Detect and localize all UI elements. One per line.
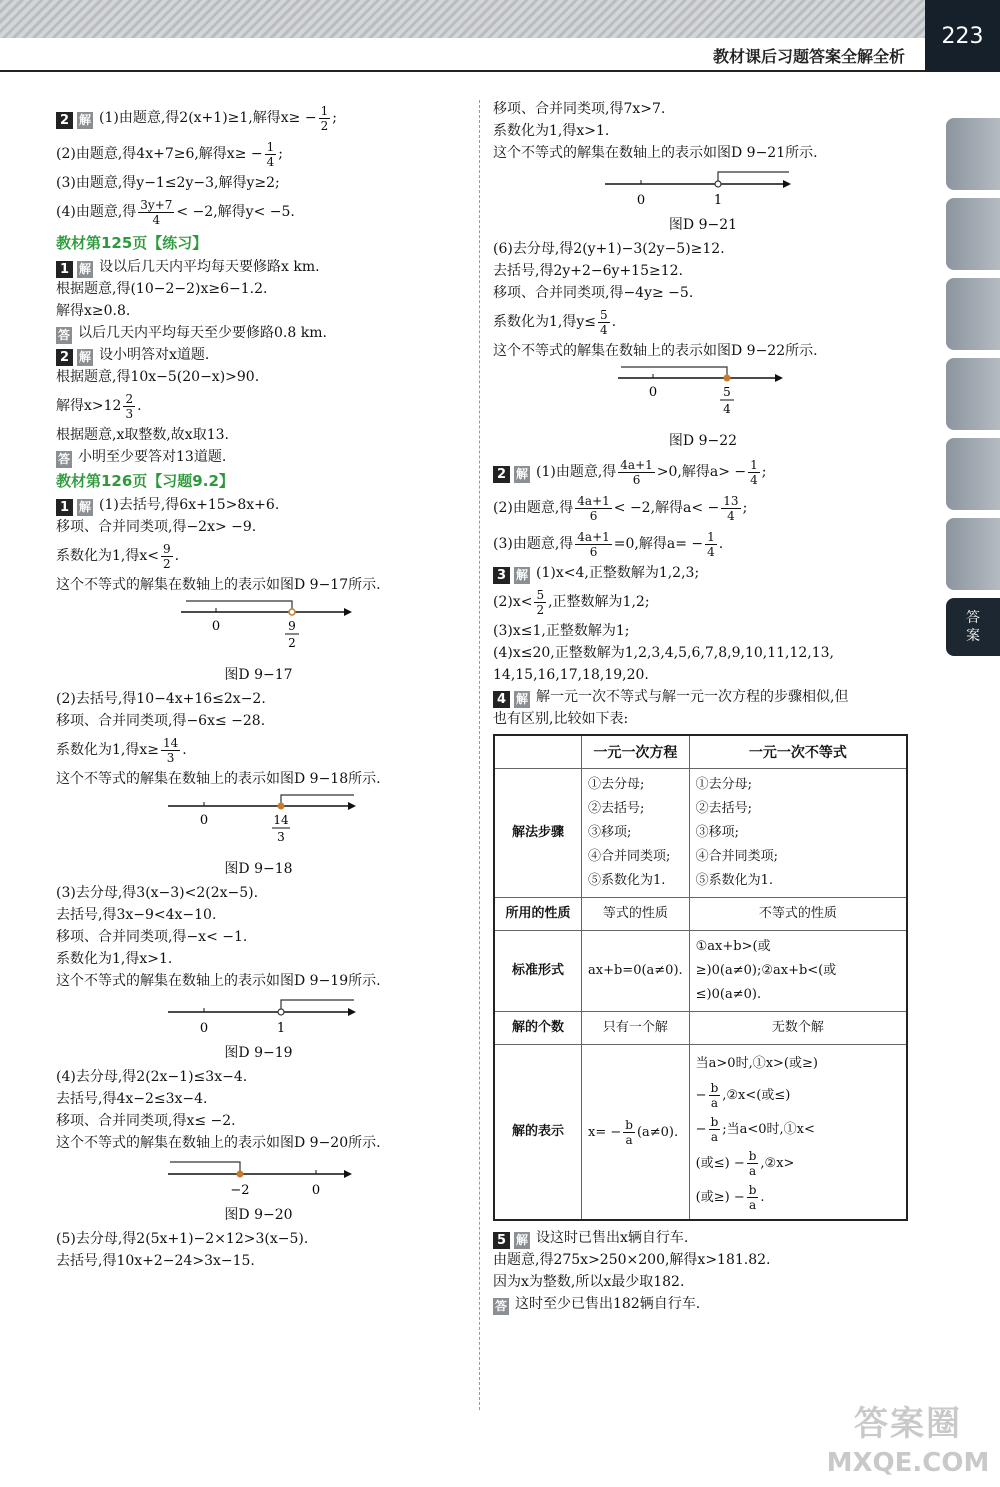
text: (1)x<4,正整数解为1,2,3; xyxy=(536,565,700,581)
ex2-part2 xyxy=(56,136,461,172)
side-tab-4[interactable] xyxy=(946,358,1000,430)
step: ③移项; xyxy=(588,825,632,840)
text: ; xyxy=(742,500,748,516)
exercise-number-badge: 1 xyxy=(56,261,73,278)
hw2-part2 xyxy=(493,490,913,526)
header-inequality: 一元一次不等式 xyxy=(689,735,907,769)
hw3-part4-cont: 14,15,16,17,18,19,20. xyxy=(493,667,649,683)
solution-tag: 解 xyxy=(79,262,92,276)
denominator: a xyxy=(748,1198,757,1212)
hw1-part2-line2: 移项、合并同类项,得−6x≤ −28. xyxy=(56,713,266,729)
table-row-property xyxy=(494,898,907,931)
hw1-part4-line2: 去括号,得4x−2≤3x−4. xyxy=(56,1091,208,1107)
text: . xyxy=(174,548,180,564)
text: 设以后几天内平均每天要修路x km. xyxy=(99,259,320,275)
text: < −2,解得y< −5. xyxy=(176,204,295,220)
table-row-form xyxy=(494,931,907,1012)
hw3-part1 xyxy=(493,562,913,584)
side-tab-answers-char-2: 案 xyxy=(966,628,980,644)
rep-line xyxy=(696,1147,900,1181)
label-minus-two: −2 xyxy=(230,1183,250,1198)
numerator: b xyxy=(748,1149,757,1163)
text: − xyxy=(695,1122,707,1137)
numerator: 9 xyxy=(162,541,171,556)
ex2-part3: (3)由题意,得y−1≤2y−3,解得y≥2; xyxy=(56,175,280,191)
hw1-part6: (6)去分母,得2(y+1)−3(2y−5)≥12. xyxy=(493,241,725,257)
step: ①去分母; xyxy=(695,777,753,792)
text: ; xyxy=(332,110,337,126)
hw1-part3-line4: 系数化为1,得x>1. xyxy=(56,951,173,967)
text: < −2,解得a< − xyxy=(613,500,720,516)
practice2-line3 xyxy=(56,388,461,424)
practice1-answer xyxy=(56,322,461,344)
section-heading-p126: 教材第126页【习题9.2】 xyxy=(56,472,234,490)
label-denominator: 2 xyxy=(288,636,296,650)
text: =0,解得a= − xyxy=(613,536,704,552)
denominator: a xyxy=(710,1096,718,1110)
denominator: 3 xyxy=(166,750,175,765)
hw4-intro xyxy=(493,686,913,708)
label-zero: 0 xyxy=(199,1021,209,1036)
page-number: 223 xyxy=(925,0,1000,72)
open-point xyxy=(289,609,295,615)
solution-ray xyxy=(281,795,354,806)
number-line-d9-22 xyxy=(493,362,913,430)
section-heading-p125: 教材第125页【练习】 xyxy=(56,234,208,252)
text: 系数化为1,得y≤ xyxy=(493,314,596,330)
page-header-title: 教材课后习题答案全解全析 xyxy=(712,47,905,66)
numerator: 1 xyxy=(266,139,275,154)
hw1-part4-line4: 这个不等式的解集在数轴上的表示如图D 9−20所示. xyxy=(56,1135,381,1151)
text: ;当a<0时,①x< xyxy=(722,1122,815,1137)
numerator: 2 xyxy=(125,391,134,406)
equation-property: 等式的性质 xyxy=(582,898,690,931)
figure-caption: 图D 9−21 xyxy=(668,217,738,233)
text: (1)去括号,得6x+15>8x+6. xyxy=(99,497,280,513)
hw1-part2: (2)去括号,得10−4x+16≤2x−2. xyxy=(56,691,266,707)
hw2-part3 xyxy=(493,526,913,562)
number-line-d9-17 xyxy=(56,596,461,664)
text: ,正整数解为1,2; xyxy=(548,594,650,610)
fraction xyxy=(575,530,611,559)
fraction xyxy=(575,494,611,523)
hw1-part3-line5: 这个不等式的解集在数轴上的表示如图D 9−19所示. xyxy=(56,973,381,989)
numerator: b xyxy=(625,1117,633,1132)
rep-line xyxy=(696,1181,900,1215)
hw5-solution xyxy=(493,1227,913,1249)
text: (1)由题意,得 xyxy=(536,464,617,480)
closed-point xyxy=(724,375,730,381)
text: ,②x<(或≤) xyxy=(722,1088,791,1103)
hw1-part1 xyxy=(56,494,461,516)
label-numerator: 9 xyxy=(288,619,296,633)
hw1-line2: 移项、合并同类项,得−2x> −9. xyxy=(56,519,257,535)
right-column xyxy=(493,98,913,1315)
label-zero: 0 xyxy=(311,1183,321,1198)
solution-tag: 解 xyxy=(516,1233,529,1247)
practice1-line2: 根据题意,得(10−2−2)x≥6−1.2. xyxy=(56,281,268,297)
ex2-part4 xyxy=(56,194,461,230)
closed-point xyxy=(278,803,284,809)
number-line-svg xyxy=(493,164,813,214)
inequality-representation xyxy=(689,1045,907,1221)
solution-ray xyxy=(281,1000,354,1012)
hw5-answer xyxy=(493,1293,913,1315)
comparison-table xyxy=(493,734,908,1221)
denominator: 4 xyxy=(266,154,275,169)
hw1-part5-line3: 移项、合并同类项,得7x>7. xyxy=(493,101,666,117)
fraction xyxy=(705,530,717,559)
answer-tag: 答 xyxy=(58,328,71,342)
hw1-part5-line5: 这个不等式的解集在数轴上的表示如图D 9−21所示. xyxy=(493,145,818,161)
figure-caption: 图D 9−18 xyxy=(224,861,293,877)
step: ④合并同类项; xyxy=(695,849,779,864)
hw1-part6-line2: 去括号,得2y+2−6y+15≥12. xyxy=(493,263,683,279)
exercise-number-badge: 4 xyxy=(493,691,510,708)
numerator: 5 xyxy=(536,587,545,602)
solution-tag: 解 xyxy=(79,500,92,514)
label-zero: 0 xyxy=(199,813,209,828)
table-row-count xyxy=(494,1012,907,1045)
rep-line xyxy=(696,1113,900,1147)
step: ⑤系数化为1. xyxy=(695,873,774,888)
fraction xyxy=(161,736,180,765)
numerator: b xyxy=(710,1115,719,1129)
hw1-part4-line3: 移项、合并同类项,得x≤ −2. xyxy=(56,1113,236,1129)
header-band xyxy=(0,0,925,38)
hw1-part4: (4)去分母,得2(2x−1)≤3x−4. xyxy=(56,1069,248,1085)
denominator: 4 xyxy=(750,472,758,487)
label-one: 1 xyxy=(713,193,723,208)
numerator: b xyxy=(710,1081,719,1095)
text: x= − xyxy=(588,1124,622,1140)
solution-ray xyxy=(718,172,789,184)
solution-tag: 解 xyxy=(516,568,529,582)
label-zero: 0 xyxy=(211,619,221,634)
rep-line xyxy=(696,1079,900,1113)
answer-tag: 答 xyxy=(495,1299,508,1313)
text: 解一元一次不等式与解一元一次方程的步骤相似,但 xyxy=(536,689,849,705)
table-corner xyxy=(494,735,582,769)
fraction xyxy=(534,588,546,617)
text: (或≥) − xyxy=(695,1190,745,1205)
text: (2)x< xyxy=(493,594,533,610)
equation-count: 只有一个解 xyxy=(582,1012,690,1045)
hw1-part2-line4: 这个不等式的解集在数轴上的表示如图D 9−18所示. xyxy=(56,771,381,787)
axis-arrow xyxy=(775,374,783,382)
solution-ray xyxy=(621,367,727,378)
text: . xyxy=(182,742,187,758)
text: 设小明答对x道题. xyxy=(99,347,210,363)
hw1-part5: (5)去分母,得2(5x+1)−2×12>3(x−5). xyxy=(56,1231,309,1247)
denominator: a xyxy=(748,1164,757,1178)
hw3-part4: (4)x≤20,正整数解为1,2,3,4,5,6,7,8,9,10,11,12,13, xyxy=(493,645,834,661)
solution-tag: 解 xyxy=(516,467,529,481)
label-denominator: 3 xyxy=(277,830,285,844)
hw4-intro-cont: 也有区别,比较如下表: xyxy=(493,711,629,727)
number-line-svg xyxy=(56,992,376,1042)
text: 设这时已售出x辆自行车. xyxy=(536,1230,689,1246)
text: (1)由题意,得2(x+1)≥1,解得x≥ − xyxy=(99,110,317,126)
fraction xyxy=(123,392,135,421)
numerator: 14 xyxy=(162,735,179,750)
side-tab-6[interactable] xyxy=(946,518,1000,590)
fraction xyxy=(747,1183,759,1212)
numerator: 1 xyxy=(707,529,715,544)
hw1-part3-line2: 去括号,得3x−9<4x−10. xyxy=(56,907,217,923)
number-line-d9-18 xyxy=(56,790,461,858)
fraction xyxy=(721,494,740,523)
hw1-part6-line3: 移项、合并同类项,得−4y≥ −5. xyxy=(493,285,694,301)
hw5-line2: 由题意,得275x>250×200,解得x>181.82. xyxy=(493,1252,771,1268)
fraction xyxy=(265,140,277,169)
denominator: a xyxy=(710,1130,718,1144)
fraction xyxy=(623,1118,635,1147)
fraction xyxy=(748,458,760,487)
denominator: 2 xyxy=(536,602,545,617)
figure-caption: 图D 9−22 xyxy=(668,433,738,449)
open-point xyxy=(278,1009,284,1015)
equation-steps xyxy=(582,769,690,898)
equation-representation xyxy=(582,1045,690,1221)
hw1-part6-line4 xyxy=(493,304,913,340)
figure-caption: 图D 9−19 xyxy=(224,1045,293,1061)
hw1-part5-line2: 去括号,得10x+2−24>3x−15. xyxy=(56,1253,255,1269)
text: (2)由题意,得4x+7≥6,解得x≥ − xyxy=(56,146,263,162)
text: 系数化为1,得x≥ xyxy=(56,742,159,758)
numerator: 4a+1 xyxy=(577,493,610,508)
text: (或≤) − xyxy=(695,1156,745,1171)
side-tab-3[interactable] xyxy=(946,278,1000,350)
text: 小明至少要答对13道题. xyxy=(78,449,227,465)
denominator: 4 xyxy=(152,212,161,227)
practice2-solution xyxy=(56,344,461,366)
left-column xyxy=(56,100,461,1272)
figure-caption: 图D 9−17 xyxy=(224,667,293,683)
hw3-part2 xyxy=(493,584,913,620)
inequality-property: 不等式的性质 xyxy=(689,898,907,931)
step: ③移项; xyxy=(695,825,740,840)
denominator: 6 xyxy=(632,472,641,487)
rep-line: 当a>0时,①x>(或≥) xyxy=(695,1056,818,1071)
step: ⑤系数化为1. xyxy=(588,873,666,888)
side-tab-1[interactable] xyxy=(946,118,1000,190)
text: (a≠0). xyxy=(636,1124,679,1140)
fraction xyxy=(319,104,331,133)
denominator: 4 xyxy=(707,544,715,559)
denominator: 4 xyxy=(727,508,735,523)
axis-arrow xyxy=(344,608,352,616)
text: 这时至少已售出182辆自行车. xyxy=(515,1296,701,1312)
numerator: b xyxy=(748,1183,757,1197)
hw1-part3-line3: 移项、合并同类项,得−x< −1. xyxy=(56,929,248,945)
number-line-d9-19 xyxy=(56,992,461,1042)
row-header: 解的表示 xyxy=(494,1045,582,1221)
hw3-part3: (3)x≤1,正整数解为1; xyxy=(493,623,630,639)
exercise-number-badge: 3 xyxy=(493,567,510,584)
hw2-part1 xyxy=(493,454,913,490)
text: 解得x>12 xyxy=(56,398,122,414)
side-tab-answers[interactable] xyxy=(946,598,1000,656)
practice2-line2: 根据题意,得10x−5(20−x)>90. xyxy=(56,369,260,385)
number-line-d9-20 xyxy=(56,1154,461,1204)
axis-arrow xyxy=(783,180,791,188)
solution-tag: 解 xyxy=(79,113,92,127)
step: ②去括号; xyxy=(588,801,645,816)
side-tab-answers-char-1: 答 xyxy=(966,610,980,626)
number-line-svg xyxy=(56,596,356,664)
row-header: 标准形式 xyxy=(494,931,582,1012)
step: ①去分母; xyxy=(588,777,645,792)
exercise-number-badge: 5 xyxy=(493,1232,510,1249)
watermark-logo xyxy=(818,1400,998,1482)
text: >0,解得a> − xyxy=(656,464,747,480)
solution-tag: 解 xyxy=(516,692,529,706)
denominator: 6 xyxy=(589,544,598,559)
table-header-row xyxy=(494,735,907,769)
hw1-part5-line4: 系数化为1,得x>1. xyxy=(493,123,610,139)
numerator: 1 xyxy=(750,457,758,472)
watermark-text: 答案圈 xyxy=(854,1404,962,1444)
solution-tag: 解 xyxy=(79,350,92,364)
hw1-part3: (3)去分母,得3(x−3)<2(2x−5). xyxy=(56,885,259,901)
hw1-part2-line3 xyxy=(56,732,461,768)
number-line-svg xyxy=(56,790,376,858)
inequality-form: ①ax+b>(或≥)0(a≠0);②ax+b<(或≤)0(a≠0). xyxy=(689,931,907,1012)
watermark-url: MXQE.COM xyxy=(826,1448,990,1478)
label-numerator: 14 xyxy=(273,813,289,827)
denominator: 4 xyxy=(600,322,608,337)
number-line-d9-21 xyxy=(493,164,913,214)
text: 以后几天内平均每天至少要修路0.8 km. xyxy=(78,325,327,341)
practice1-line3: 解得x≥0.8. xyxy=(56,303,131,319)
fraction xyxy=(618,458,654,487)
table-row-steps xyxy=(494,769,907,898)
numerator: 13 xyxy=(723,493,739,508)
side-tab-5[interactable] xyxy=(946,438,1000,510)
figure-caption: 图D 9−20 xyxy=(224,1207,293,1223)
label-numerator: 5 xyxy=(723,385,731,399)
text: 系数化为1,得x< xyxy=(56,548,159,564)
inequality-count: 无数个解 xyxy=(689,1012,907,1045)
step: ②去括号; xyxy=(695,801,753,816)
label-zero: 0 xyxy=(636,193,646,208)
side-tab-2[interactable] xyxy=(946,198,1000,270)
fraction xyxy=(598,308,610,337)
denominator: 6 xyxy=(589,508,598,523)
fraction xyxy=(161,542,173,571)
hw1-line3 xyxy=(56,538,461,574)
exercise-number-badge: 2 xyxy=(56,112,73,129)
numerator: 5 xyxy=(600,307,608,322)
text: . xyxy=(137,398,142,414)
numerator: 4a+1 xyxy=(577,529,610,544)
denominator: 2 xyxy=(162,556,171,571)
hw1-part6-line5: 这个不等式的解集在数轴上的表示如图D 9−22所示. xyxy=(493,343,818,359)
fraction xyxy=(709,1115,721,1144)
axis-arrow xyxy=(344,1170,352,1178)
numerator: 1 xyxy=(320,103,329,118)
hw5-line3: 因为x为整数,所以x最少取182. xyxy=(493,1274,685,1290)
number-line-svg xyxy=(493,362,813,430)
text: − xyxy=(695,1088,707,1103)
row-header: 解法步骤 xyxy=(494,769,582,898)
text: . xyxy=(611,314,617,330)
numerator: 3y+7 xyxy=(140,197,173,212)
text: ; xyxy=(761,464,767,480)
text: . xyxy=(760,1190,765,1205)
closed-point xyxy=(237,1171,243,1177)
header-rule xyxy=(0,70,925,72)
denominator: 2 xyxy=(320,118,329,133)
answer-tag: 答 xyxy=(58,452,71,466)
denominator: a xyxy=(625,1132,633,1147)
axis-arrow xyxy=(348,1008,356,1016)
axis-arrow xyxy=(348,802,356,810)
open-point xyxy=(715,181,721,187)
text: ,②x> xyxy=(760,1156,795,1171)
exercise-number-badge: 2 xyxy=(56,349,73,366)
equation-form: ax+b=0(a≠0). xyxy=(582,931,690,1012)
denominator: 3 xyxy=(125,406,134,421)
step: ④合并同类项; xyxy=(588,849,671,864)
text: (4)由题意,得 xyxy=(56,204,137,220)
solution-ray xyxy=(186,601,292,612)
exercise-number-badge: 1 xyxy=(56,499,73,516)
text: (2)由题意,得 xyxy=(493,500,574,516)
column-divider xyxy=(479,100,480,1410)
numerator: 4a+1 xyxy=(620,457,653,472)
text: (3)由题意,得 xyxy=(493,536,574,552)
fraction xyxy=(709,1081,721,1110)
row-header: 解的个数 xyxy=(494,1012,582,1045)
label-denominator: 4 xyxy=(723,402,731,416)
inequality-steps xyxy=(689,769,907,898)
table-row-representation xyxy=(494,1045,907,1221)
label-one: 1 xyxy=(276,1021,286,1036)
solution-ray xyxy=(170,1162,240,1174)
fraction xyxy=(747,1149,759,1178)
label-zero: 0 xyxy=(648,385,658,400)
text: ; xyxy=(278,146,283,162)
hw1-line4: 这个不等式的解集在数轴上的表示如图D 9−17所示. xyxy=(56,577,381,593)
ex2-part1 xyxy=(56,100,461,136)
practice2-line4: 根据题意,x取整数,故x取13. xyxy=(56,427,229,443)
row-header: 所用的性质 xyxy=(494,898,582,931)
exercise-number-badge: 2 xyxy=(493,466,510,483)
number-line-svg xyxy=(56,1154,376,1204)
header-equation: 一元一次方程 xyxy=(582,735,690,769)
fraction xyxy=(138,198,174,227)
practice1-solution xyxy=(56,256,461,278)
side-tabs xyxy=(946,118,1000,664)
practice2-answer xyxy=(56,446,461,468)
text: . xyxy=(718,536,724,552)
